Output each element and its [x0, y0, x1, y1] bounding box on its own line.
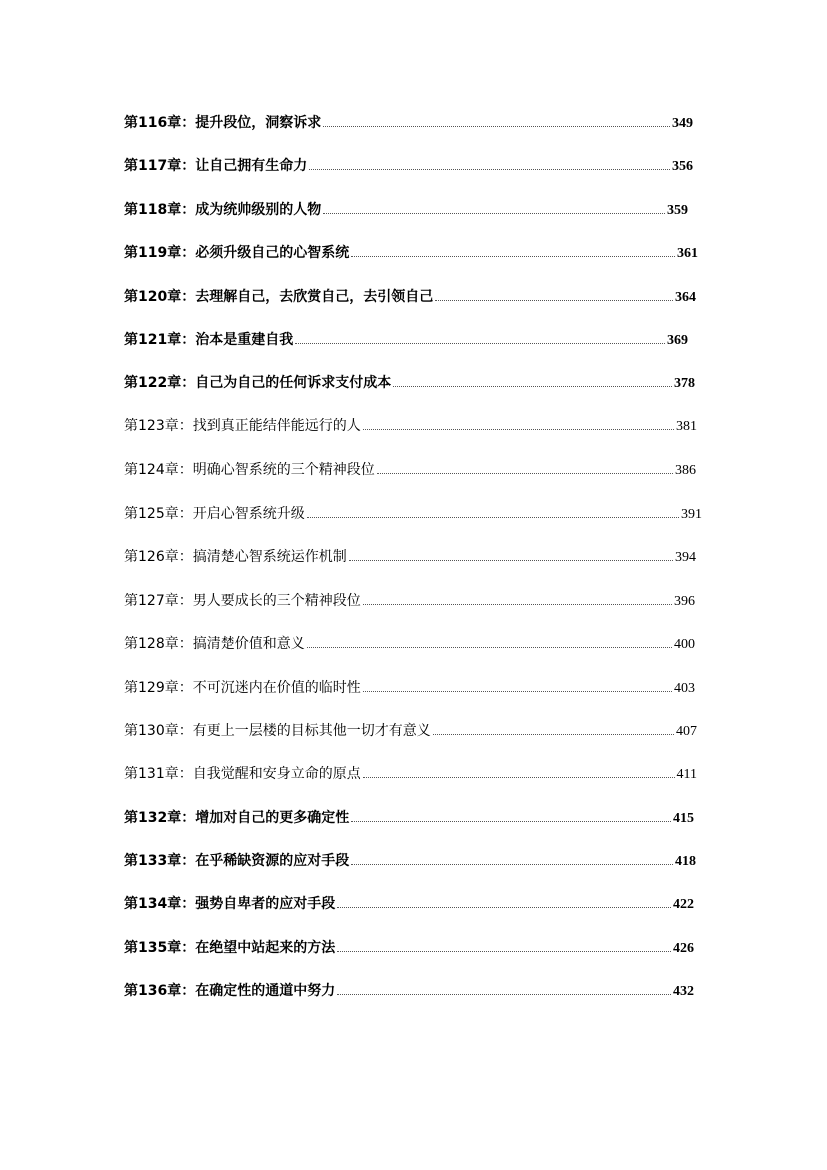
toc-entry[interactable]: [124, 980, 694, 1002]
toc-leader-dots: [307, 646, 672, 648]
toc-leader-dots: [307, 516, 679, 518]
toc-entry[interactable]: [124, 286, 696, 308]
toc-entry-page-number: 415: [673, 811, 694, 826]
toc-entry-title: 第120章：去理解自己，去欣赏自己，去引领自己: [124, 289, 434, 305]
toc-leader-dots: [337, 906, 671, 908]
toc-entry[interactable]: [124, 807, 694, 829]
toc-entry-page-number: 369: [667, 333, 688, 348]
toc-entry[interactable]: [124, 372, 695, 394]
toc-entry-title: 第128章：搞清楚价值和意义: [124, 636, 305, 652]
toc-entry-page-number: 418: [675, 854, 696, 869]
toc-entry[interactable]: [124, 155, 693, 177]
toc-entry-page-number: 378: [674, 376, 695, 391]
toc-entry-page-number: 432: [673, 984, 694, 999]
toc-entry-title: 第132章：增加对自己的更多确定性: [124, 810, 350, 826]
toc-entry-title: 第133章：在乎稀缺资源的应对手段: [124, 853, 350, 869]
toc-entry-title: 第124章：明确心智系统的三个精神段位: [124, 462, 375, 478]
toc-entry-title: 第135章：在绝望中站起来的方法: [124, 940, 336, 956]
toc-entry-page-number: 381: [676, 419, 697, 434]
toc-entry[interactable]: [124, 199, 688, 221]
toc-entry[interactable]: [124, 329, 688, 351]
toc-entry[interactable]: [124, 763, 697, 785]
toc-entry-page-number: 407: [676, 724, 697, 739]
toc-entry-title: 第118章：成为统帅级别的人物: [124, 202, 322, 218]
toc-leader-dots: [337, 950, 671, 952]
toc-leader-dots: [323, 212, 665, 214]
toc-leader-dots: [393, 385, 672, 387]
toc-leader-dots: [349, 559, 673, 561]
toc-entry-title: 第116章：提升段位，洞察诉求: [124, 115, 322, 131]
toc-entry-title: 第117章：让自己拥有生命力: [124, 158, 308, 174]
toc-entry-page-number: 364: [675, 290, 696, 305]
toc-leader-dots: [363, 776, 675, 778]
toc-entry-title: 第127章：男人要成长的三个精神段位: [124, 593, 361, 609]
toc-entry-title: 第126章：搞清楚心智系统运作机制: [124, 549, 347, 565]
toc-entry[interactable]: [124, 546, 696, 568]
toc-entry[interactable]: [124, 503, 702, 525]
toc-leader-dots: [377, 472, 673, 474]
toc-entry-title: 第121章：治本是重建自我: [124, 332, 294, 348]
toc-entry-page-number: 400: [674, 637, 695, 652]
toc-entry[interactable]: [124, 677, 695, 699]
toc-leader-dots: [363, 603, 672, 605]
toc-leader-dots: [323, 125, 670, 127]
toc-leader-dots: [435, 299, 673, 301]
toc-leader-dots: [433, 733, 674, 735]
toc-entry-page-number: 394: [675, 550, 696, 565]
toc-entry-page-number: 386: [675, 463, 696, 478]
toc-entry-page-number: 359: [667, 203, 688, 218]
toc-entry-title: 第129章：不可沉迷内在价值的临时性: [124, 680, 361, 696]
toc-entry-title: 第136章：在确定性的通道中努力: [124, 983, 336, 999]
toc-entry[interactable]: [124, 459, 696, 481]
toc-entry-page-number: 422: [673, 897, 694, 912]
toc-entry-title: 第134章：强势自卑者的应对手段: [124, 896, 336, 912]
toc-leader-dots: [309, 168, 670, 170]
toc-entry-title: 第130章：有更上一层楼的目标其他一切才有意义: [124, 723, 431, 739]
toc-entry[interactable]: [124, 112, 693, 134]
toc-leader-dots: [337, 993, 671, 995]
toc-leader-dots: [295, 342, 665, 344]
toc-entry-title: 第119章：必须升级自己的心智系统: [124, 245, 350, 261]
toc-entry[interactable]: [124, 590, 695, 612]
toc-leader-dots: [351, 820, 671, 822]
toc-entry-page-number: 403: [674, 681, 695, 696]
toc-entry-title: 第125章：开启心智系统升级: [124, 506, 305, 522]
toc-entry-page-number: 396: [674, 594, 695, 609]
toc-leader-dots: [363, 428, 674, 430]
toc-leader-dots: [351, 863, 673, 865]
toc-entry-page-number: 349: [672, 116, 693, 131]
toc-entry[interactable]: [124, 242, 698, 264]
toc-entry-title: 第122章：自己为自己的任何诉求支付成本: [124, 375, 392, 391]
toc-entry-page-number: 426: [673, 941, 694, 956]
toc-entry[interactable]: [124, 720, 697, 742]
toc-entry-page-number: 361: [677, 246, 698, 261]
toc-leader-dots: [351, 255, 675, 257]
toc-entry[interactable]: [124, 893, 694, 915]
toc-entry[interactable]: [124, 937, 694, 959]
toc-entry-page-number: 391: [681, 507, 702, 522]
toc-leader-dots: [363, 690, 672, 692]
toc-entry-title: 第123章：找到真正能结伴能远行的人: [124, 418, 361, 434]
toc-entry-title: 第131章：自我觉醒和安身立命的原点: [124, 766, 361, 782]
toc-entry-page-number: 411: [676, 767, 697, 782]
toc-entry[interactable]: [124, 415, 697, 437]
toc-entry-page-number: 356: [672, 159, 693, 174]
toc-entry[interactable]: [124, 850, 696, 872]
toc-entry[interactable]: [124, 633, 695, 655]
